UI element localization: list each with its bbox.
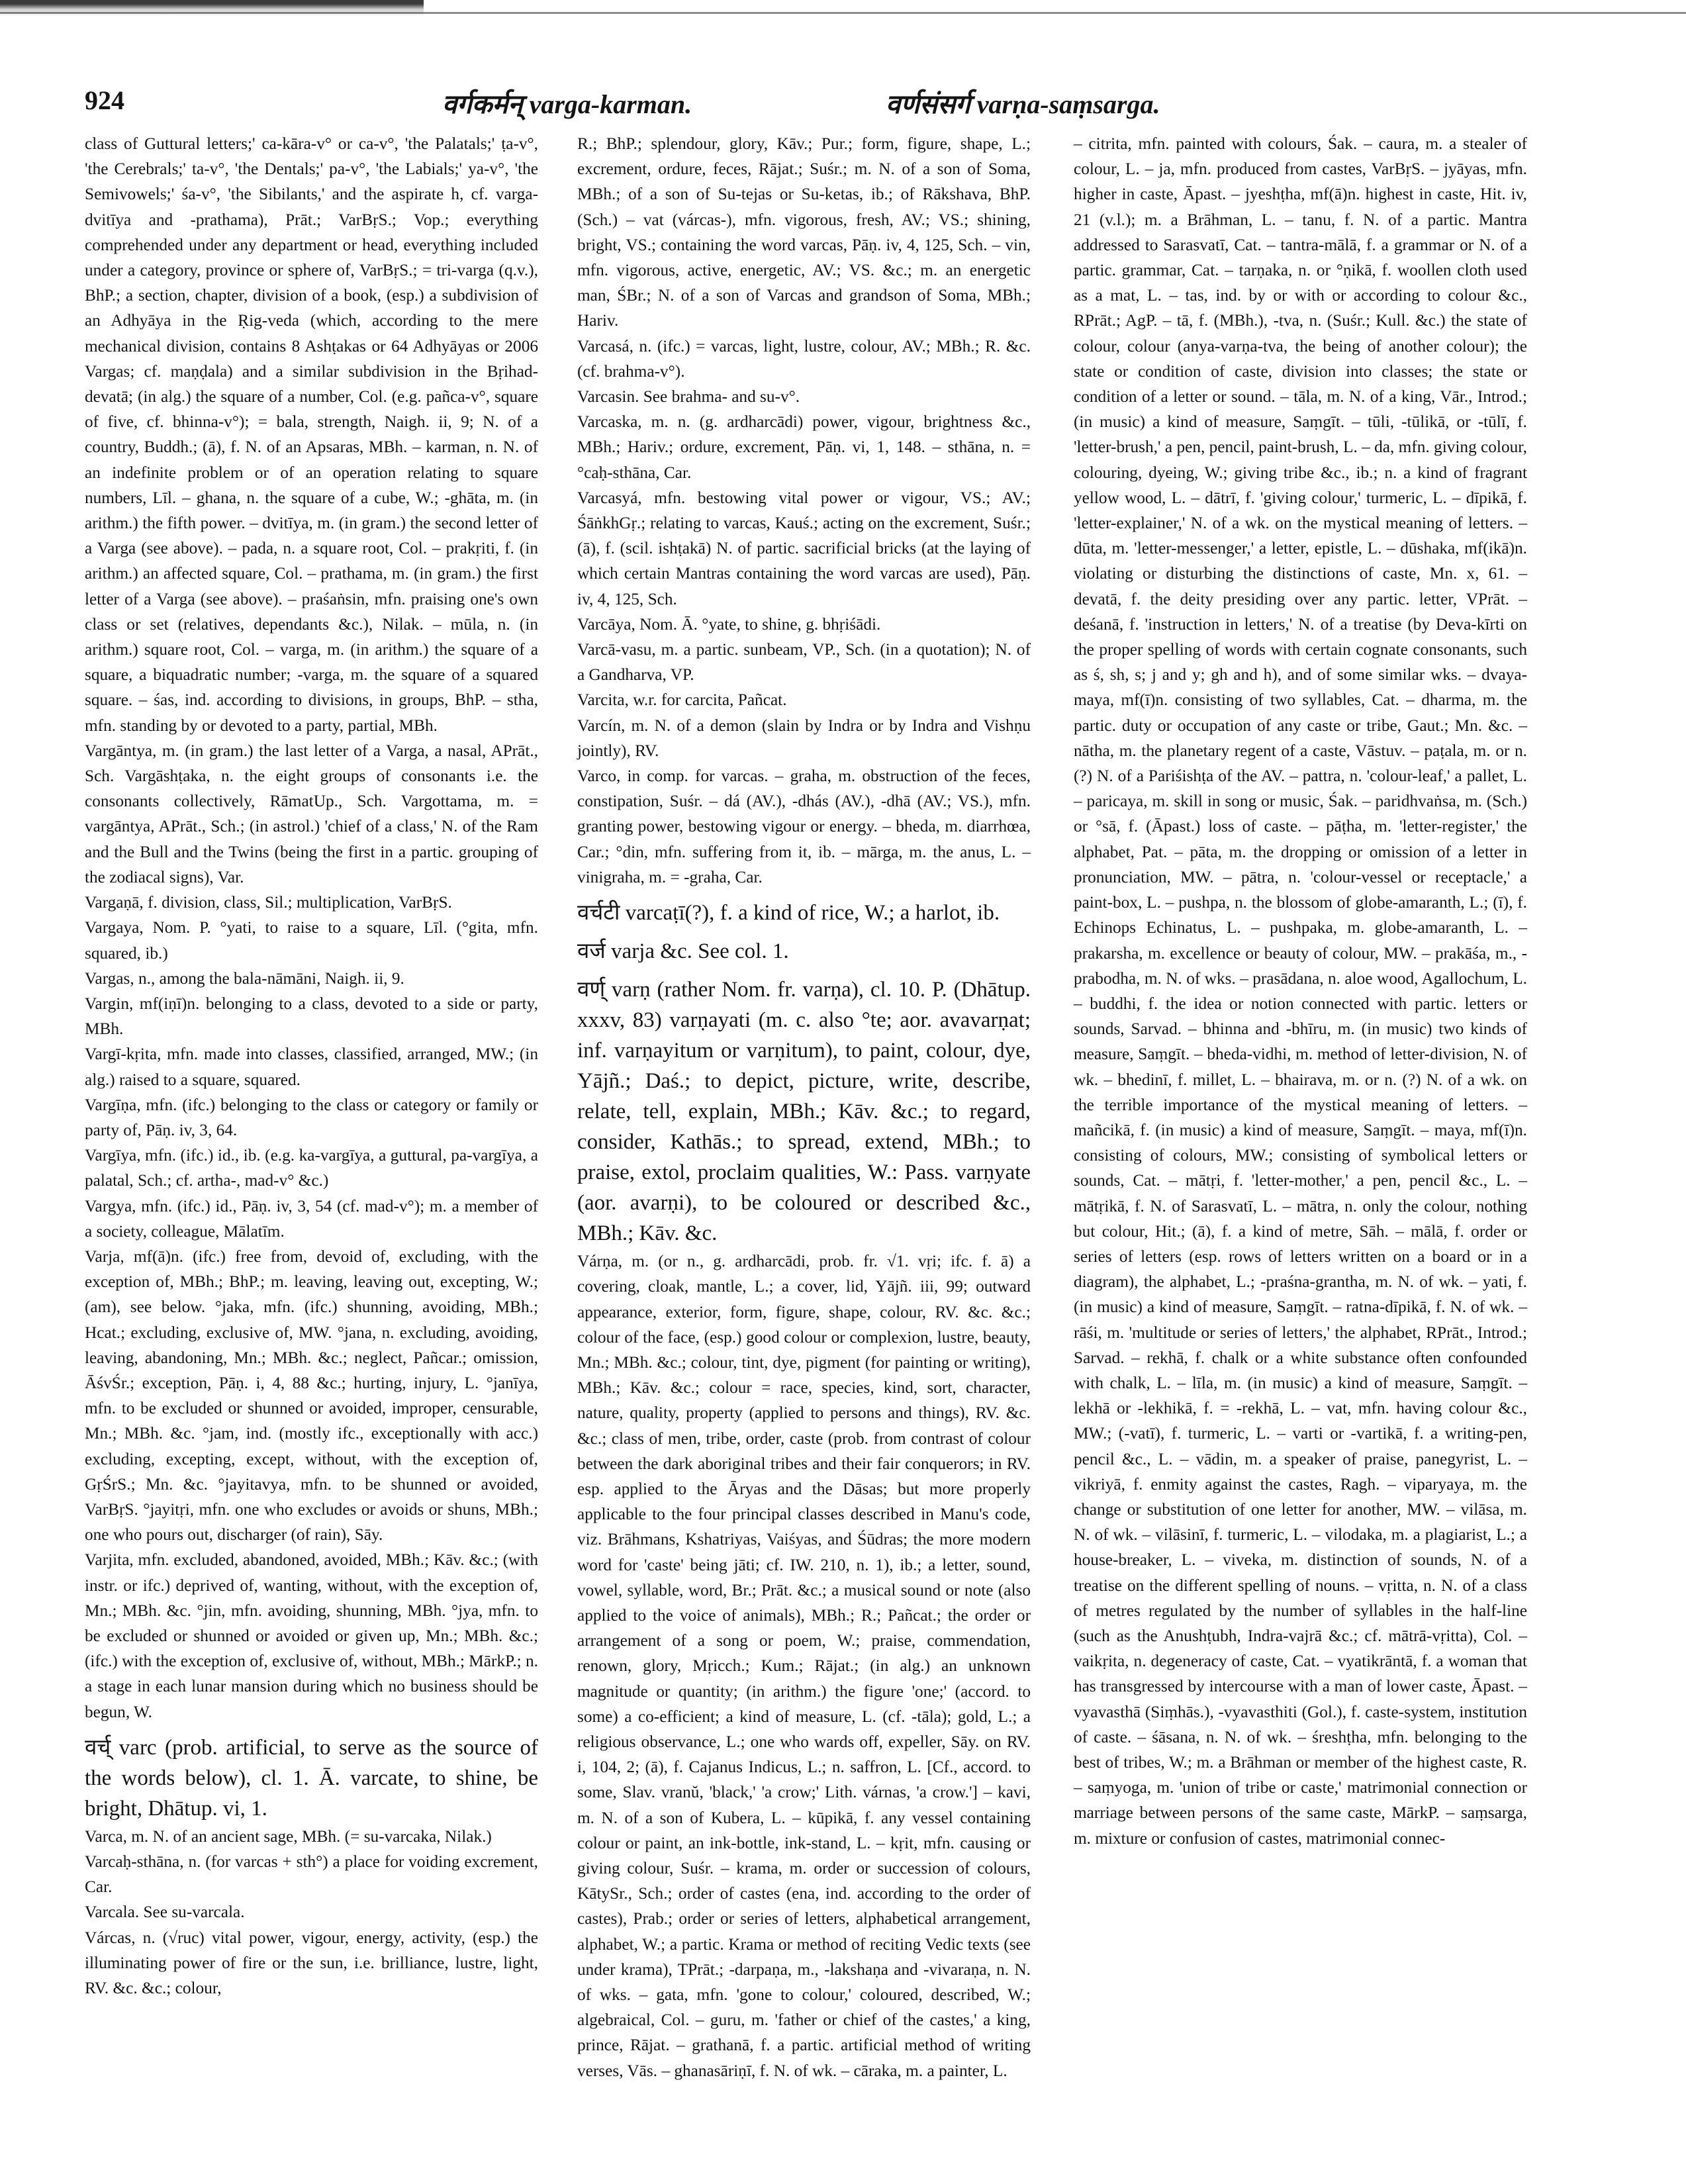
dictionary-entry: Varcasá, n. (ifc.) = varcas, light, lustre, colour, AV.; MBh.; R. &c. (cf. brahma-v°). (577, 336, 1031, 381)
dictionary-column-2 (577, 131, 1031, 2083)
dictionary-entry: Varcāya, Nom. Ā. °yate, to shine, g. bhṛiśādi. (577, 614, 881, 634)
dictionary-column-1 (85, 131, 538, 2001)
dictionary-entry: Varca, m. N. of an ancient sage, MBh. (= su-varcaka, Nilak.) (85, 1827, 492, 1846)
dictionary-entry: Vargāntya, m. (in gram.) the last letter of a Varga, a nasal, APrāt., Sch. Vargāshṭaka, n. the eight groups of consonants i.e. the consonants collectively, RāmatUp., Sch. Vargottama, m. = vargāntya, APrāt., Sch.; (in astrol.) 'chief of a class,' N. of the Ram and the Bull and the Twins (being the first in a partic. grouping of the zodiacal signs), Var. (85, 741, 538, 886)
dictionary-entry: Vargaya, Nom. P. °yati, to raise to a square, Līl. (°gita, mfn. squared, ib.) (85, 918, 538, 963)
dictionary-column-3 (1074, 131, 1527, 1851)
dictionary-entry: Várcas, n. (√ruc) vital power, vigour, energy, activity, (esp.) the illuminating power of fire or the sun, i.e. brilliance, lustre, light, RV. &c. &c.; colour, (85, 1928, 538, 1998)
dictionary-entry: Vargīya, mfn. (ifc.) id., ib. (e.g. ka-vargīya, a guttural, pa-vargīya, a palatal, Sch.; cf. artha-, mad-v° &c.) (85, 1146, 538, 1190)
dictionary-entry: Várṇa, m. (or n., g. ardharcādi, prob. fr. √1. vṛi; ifc. f. ā) a covering, cloak, mantle, L.; a cover, lid, Yājñ. iii, 99; outward appearance, exterior, form, figure, shape, colour, RV. &c. &c.; colour of the face, (esp.) good colour or complexion, lustre, beauty, Mn.; MBh. &c.; colour, tint, dye, pigment (for painting or writing), MBh.; Kāv. &c.; colour = race, species, kind, sort, character, nature, quality, property (applied to persons and things), RV. &c. &c.; class of men, tribe, order, caste (prob. from contrast of colour between the dark aboriginal tribes and their fair conquerors; in RV. esp. applied to the Āryas and the Dāsas; but more properly applicable to the four principal classes described in Manu's code, viz. Brāhmans, Kshatriyas, Vaiśyas, and Śūdras; the more modern word for 'caste' being jāti; cf. IW. 210, n. 1), ib.; a letter, sound, vowel, syllable, word, Br.; Prāt. &c.; a musical sound or note (also applied to the voice of animals), MBh.; R.; Pañcat.; the order or arrangement of a song or poem, W.; praise, commendation, renown, glory, Mṛicch.; Kum.; Rājat.; (in alg.) an unknown magnitude or quantity; (in arithm.) the figure 'one;' (accord. to some) a co-efficient; a kind of measure, L. (cf. -tāla); gold, L.; a religious observance, L.; one who wards off, expeller, Sāy. on RV. i, 104, 2; (ā), f. Cajanus Indicus, L.; n. saffron, L. [Cf., accord. to some, Slav. vranŭ, 'black,' 'a crow;' Lith. várnas, 'a crow.'] – kavi, m. N. of a son of Kubera, L. – kūpikā, f. any vessel containing colour or paint, an ink-bottle, ink-stand, L. – kṛit, mfn. causing or giving colour, Suśr. – krama, m. order or succession of colours, KātySr., Sch.; order of castes (ena, ind. according to the order of castes), Prab.; order or series of letters, alphabetical arrangement, alphabet, W.; a partic. Krama or method of reciting Vedic texts (see under krama), TPrāt.; -darpaṇa, m., -lakshaṇa and -vivaraṇa, n. N. of wks. – gata, mfn. 'gone to colour,' coloured, described, W.; algebraical, Col. – guru, m. 'father or chief of the castes,' a king, prince, Rājat. – grathanā, f. a partic. artificial method of writing verses, Vās. – ghanasāriṇī, f. N. of wk. – cāraka, m. a painter, L. (577, 1252, 1031, 2080)
dictionary-entry: वर्ज varja &c. See col. 1. (577, 939, 789, 964)
dictionary-entry: R.; BhP.; splendour, glory, Kāv.; Pur.; form, figure, shape, L.; excrement, ordure, feces, Rājat.; Suśr.; m. N. of a son of Soma, MBh.; of a son of Su-tejas or Su-ketas, ib.; of Rākshava, BhP. (Sch.) – vat (várcas-), mfn. vigorous, fresh, AV.; VS.; shining, bright, VS.; containing the word varcas, Pāṇ. iv, 4, 125, Sch. – vin, mfn. vigorous, active, energetic, AV.; VS. &c.; m. an energetic man, ŚBr.; N. of a son of Varcas and grandson of Soma, MBh.; Hariv. (577, 134, 1031, 330)
dictionary-entry: वर्ण् varṇ (rather Nom. fr. varṇa), cl. 10. P. (Dhātup. xxxv, 83) varṇayati (m. c. also °te; aor. avavarṇat; inf. varṇayitum or varṇitum), to paint, colour, dye, Yājñ.; Daś.; to depict, picture, write, describe, relate, tell, explain, MBh.; Kāv. &c.; to regard, consider, Kathās.; to spread, extend, MBh.; to praise, extol, proclaim qualities, W.: Pass. varṇyate (aor. avarṇi), to be coloured or described &c., MBh.; Kāv. &c. (577, 978, 1031, 1246)
dictionary-entry: वर्चटी varcaṭī(?), f. a kind of rice, W.; a harlot, ib. (577, 901, 1000, 926)
dictionary-entry: Vargīṇa, mfn. (ifc.) belonging to the class or category or family or party of, Pāṇ. iv, 3, 64. (85, 1095, 538, 1139)
dictionary-entry: Varco, in comp. for varcas. – graha, m. obstruction of the feces, constipation, Suśr. – dá (AV.), -dhás (AV.), -dhā (AV.; VS.), mfn. granting power, bestowing vigour or energy. – bheda, m. diarrhœa, Car.; °din, mfn. suffering from it, ib. – mārga, m. the anus, L. – vinigraha, m. = -graha, Car. (577, 767, 1031, 886)
dictionary-entry: Vargin, mf(iṇī)n. belonging to a class, devoted to a side or party, MBh. (85, 994, 538, 1039)
left-running-headword: वर्गकर्मन् varga-karman. (442, 89, 692, 119)
dictionary-entry: Vargī-kṛita, mfn. made into classes, classified, arranged, MW.; (in alg.) raised to a square, squared. (85, 1045, 538, 1089)
dictionary-entry: Varcita, w.r. for carcita, Pañcat. (577, 690, 787, 710)
dictionary-entry: Vargas, n., among the bala-nāmāni, Naigh. ii, 9. (85, 969, 404, 988)
dictionary-entry: Varjita, mfn. excluded, abandoned, avoided, MBh.; Kāv. &c.; (with instr. or ifc.) deprived of, wanting, without, with the exception of, Mn.; MBh. &c. °jin, mfn. avoiding, shunning, MBh. °jya, mfn. to be excluded or shunned or avoided or given up, Mn.; MBh. &c.; (ifc.) with the exception of, exclusive of, without, MBh.; MārkP.; n. a stage in each lunar mansion during which no business should be begun, W. (85, 1550, 539, 1721)
dictionary-entry: Vargya, mfn. (ifc.) id., Pāṇ. iv, 3, 54 (cf. mad-v°); m. a member of a society, colleague, Mālatīm. (85, 1196, 538, 1241)
dictionary-entry: Varcala. See su-varcala. (85, 1903, 245, 1922)
dictionary-entry: वर्च् varc (prob. artificial, to serve as the source of the words below), cl. 1. Ā. varcate, to shine, be bright, Dhātup. vi, 1. (85, 1735, 538, 1821)
right-running-headword: वर्णसंसर्ग varṇa-saṃsarga. (886, 89, 1160, 119)
dictionary-entry: Varcín, m. N. of a demon (slain by Indra or by Indra and Vishṇu jointly), RV. (577, 716, 1031, 760)
dictionary-entry: Vargaṇā, f. division, class, Sil.; multiplication, VarBṛS. (85, 893, 452, 912)
running-header (85, 85, 1607, 124)
dictionary-entry: Varcaḥ-sthāna, n. (for varcas + sth°) a place for voiding excrement, Car. (85, 1852, 538, 1897)
dictionary-entry: Varcasin. See brahma- and su-v°. (577, 387, 800, 406)
dictionary-entry: Varja, mf(ā)n. (ifc.) free from, devoid of, excluding, with the exception of, MBh.; BhP.; m. leaving, leaving out, excepting, W.; (am), see below. °jaka, mfn. (ifc.) shunning, avoiding, MBh.; Hcat.; excluding, exclusive of, MW. °jana, n. excluding, avoiding, leaving, abandoning, Mn.; MBh. &c.; neglect, Pañcar.; omission, ĀśvŚr.; exception, Pāṇ. i, 4, 88 &c.; hurting, injury, L. °janīya, mfn. to be excluded or shunned or avoided, improper, censurable, Mn.; MBh. &c. °jam, ind. (mostly ifc., exceptionally with acc.) excluding, excepting, except, without, with the exception of, GṛŚrS.; Mn. &c. °jayitavya, mfn. to be shunned or avoided, VarBṛS. °jayitṛi, mfn. one who excludes or avoids or shuns, MBh.; one who pours out, discharger (of rain), Sāy. (85, 1247, 538, 1544)
dictionary-entry: Varcasyá, mfn. bestowing vital power or vigour, VS.; AV.; ŚāṅkhGṛ.; relating to varcas, Kauś.; acting on the excrement, Suśr.; (ā), f. (scil. ishṭakā) N. of partic. sacrificial bricks (at the laying of which certain Mantras containing the word varcas are used), Pāṇ. iv, 4, 125, Sch. (577, 488, 1031, 608)
dictionary-entry: Varcaska, m. n. (g. ardharcādi) power, vigour, brightness &c., MBh.; Hariv.; ordure, excrement, Pāṇ. vi, 1, 148. – sthāna, n. = °caḥ-sthāna, Car. (577, 412, 1031, 482)
dictionary-entry: Varcā-vasu, m. a partic. sunbeam, VP., Sch. (in a quotation); N. of a Gandharva, VP. (577, 640, 1031, 685)
scan-top-edge (0, 0, 1686, 19)
dictionary-entry: – citrita, mfn. painted with colours, Śak. – caura, m. a stealer of colour, L. – ja, mfn. produced from castes, VarBṛS. – jyāyas, mfn. higher in caste, Āpast. – jyeshṭha, mf(ā)n. highest in caste, Hit. iv, 21 (v.l.); m. a Brāhman, L. – tanu, f. N. of a partic. Mantra addressed to Sarasvatī, Cat. – tantra-mālā, f. a grammar or N. of a partic. grammar, Cat. – tarṇaka, n. or °ṇikā, f. woollen cloth used as a mat, L. – tas, ind. by or with or according to colour &c., RPrāt.; AgP. – tā, f. (MBh.), -tva, n. (Suśr.; Kull. &c.) the state of colour, colour (anya-varṇa-tva, the being of another colour); the state or condition of caste, division into classes; the state or condition of a letter or sound. – tāla, m. N. of a king, Vār., Introd.; (in music) a kind of measure, Saṃgīt. – tūli, -tūlikā, or -tūlī, f. 'letter-brush,' a pen, pencil, paint-brush, L. – da, mfn. giving colour, colouring, dyeing, W.; giving tribe &c., ib.; n. a kind of fragrant yellow wood, L. – dātrī, f. 'giving colour,' turmeric, L. – dīpikā, f. 'letter-explainer,' N. of a wk. on the mystical meaning of letters. – dūta, m. 'letter-messenger,' a letter, epistle, L. – dūshaka, mf(ikā)n. violating or disturbing the distinctions of caste, Mn. x, 61. – devatā, f. the deity presiding over any partic. letter, VPrāt. – deśanā, f. 'instruction in letters,' N. of a treatise (by Deva-kīrti on the proper spelling of words with certain cognate consonants, such as ś, sh, s; j and y; gh and h), and of some similar wks. – dvaya-maya, mf(ī)n. consisting of two syllables, Cat. – dharma, m. the partic. duty or occupation of any caste or tribe, Gaut.; Mn. &c. – nātha, m. the planetary regent of a caste, Vāstuv. – paṭala, m. or n. (?) N. of a Pariśishṭa of the AV. – pattra, n. 'colour-leaf,' a pallet, L. – paricaya, m. skill in song or music, Śak. – paridhvaṅsa, m. (Sch.) or °sā, f. (Āpast.) loss of caste. – pāṭha, m. 'letter-register,' the alphabet, Pat. – pāta, m. the dropping or omission of a letter in pronunciation, MW. – pātra, n. 'colour-vessel or receptacle,' a paint-box, L. – pushpa, n. the blossom of globe-amaranth, L.; (ī), f. Echinops Echinatus, L. – pushpaka, m. globe-amaranth, L. – prakarsha, m. excellence or beauty of colour, MW. – prakāśa, m., -prabodha, m. N. of wks. – prasādana, n. aloe wood, Agallochum, L. – buddhi, f. the idea or notion connected with partic. letters or sounds, Sarvad. – bhinna and -bhīru, m. (in music) two kinds of measure, Saṃgīt. – bheda-vidhi, m. method of letter-division, N. of wk. – bhedinī, f. millet, L. – bhairava, m. or n. (?) N. of a wk. on the terrible importance of the mystical meaning of letters. – mañcikā, f. (in music) a kind of measure, Saṃgīt. – maya, mf(ī)n. consisting of colours, MW.; consisting of symbolical letters or sounds, Cat. – mātṛi, f. 'letter-mother,' a pen, pencil &c., L. – mātṛikā, f. N. of Sarasvatī, L. – mātra, n. only the colour, nothing but colour, Hit.; (ā), f. a kind of metre, Sāh. – mālā, f. order or series of letters (esp. rows of letters written on a board or in a diagram), the alphabet, L.; -praśna-grantha, m. N. of wk. – yati, f. (in music) a kind of measure, Saṃgīt. – ratna-dīpikā, f. N. of wk. – rāśi, m. 'multitude or series of letters,' the alphabet, RPrāt., Introd.; Sarvad. – rekhā, f. chalk or a white substance often confounded with chalk, L. – līla, m. (in music) a kind of measure, Saṃgīt. – lekhā or -lekhikā, f. = -rekhā, L. – vat, mfn. having colour &c., MW.; (-vatī), f. turmeric, L. – varti or -vartikā, f. a writing-pen, pencil &c., L. – vādin, m. a speaker of praise, panegyrist, L. – vikriyā, f. enmity against the castes, Ragh. – viparyaya, m. the change or substitution of one letter for another, MW. – vilāsa, m. N. of wk. – vilāsinī, f. turmeric, L. – vilodaka, m. a plagiarist, L.; a house-breaker, L. – viveka, m. distinction of sounds, N. of a treatise on the different spelling of nouns. – vṛitta, n. N. of a class of metres regulated by the number of syllables in the half-line (such as the Anushṭubh, Indra-vajrā &c.; cf. mātrā-vṛitta), Col. – vaikṛita, n. degeneracy of caste, Cat. – vyatikrāntā, f. a woman that has transgressed by intercourse with a man of lower caste, Āpast. – vyavasthā (Siṃhās.), -vyavasthiti (Gol.), f. caste-system, institution of caste. – śāsana, n. N. of wk. – śreshṭha, mfn. belonging to the best of tribes, W.; m. a Brāhman or member of the highest caste, R. – saṃyoga, m. 'union of tribe or caste,' matrimonial connection or marriage between persons of the same caste, MārkP. – saṃsarga, m. mixture or confusion of castes, matrimonial connec- (1074, 134, 1527, 1848)
scan-edge-line (0, 12, 1686, 14)
dictionary-entry: class of Guttural letters;' ca-kāra-v° or ca-v°, 'the Palatals;' ṭa-v°, 'the Cerebrals;' ta-v°, 'the Dentals;' pa-v°, 'the Labials;' ya-v°, 'the Semivowels;' śa-v°, 'the Sibilants,' and the aspirate h, cf. varga-dvitīya and -prathama), Prāt.; VarBṛS.; Vop.; everything comprehended under any department or head, everything included under a category, province or sphere of, VarBṛS.; = tri-varga (q.v.), BhP.; a section, chapter, division of a book, (esp.) a subdivision of an Adhyāya in the Ṛig-veda (which, according to the mere mechanical division, contains 8 Ashṭakas or 64 Adhyāyas or 2006 Vargas; cf. maṇḍala) and a similar subdivision in the Bṛihad-devatā; (in alg.) the square of a number, Col. (e.g. pañca-v°, square of five, cf. bhinna-v°); = bala, strength, Naigh. ii, 9; N. of a country, Buddh.; (ā), f. N. of an Apsaras, MBh. – karman, n. N. of an indefinite problem or of an operation relating to square numbers, Līl. – ghana, n. the square of a cube, W.; -ghāta, m. (in arithm.) the fifth power. – dvitīya, m. (in gram.) the second letter of a Varga (see above). – pada, n. a square root, Col. – prakṛiti, f. (in arithm.) an affected square, Col. – prathama, m. (in gram.) the first letter of a Varga (see above). – praśaṅsin, mfn. praising one's own class or set (relatives, dependants &c.), Nilak. – mūla, n. (in arithm.) square root, Col. – varga, m. (in arithm.) the square of a square, a biquadratic number; -varga, m. the square of a squared square. – śas, ind. according to divisions, in groups, BhP. – stha, mfn. standing by or devoted to a party, partial, MBh. (85, 134, 538, 735)
page-number: 924 (85, 85, 124, 115)
